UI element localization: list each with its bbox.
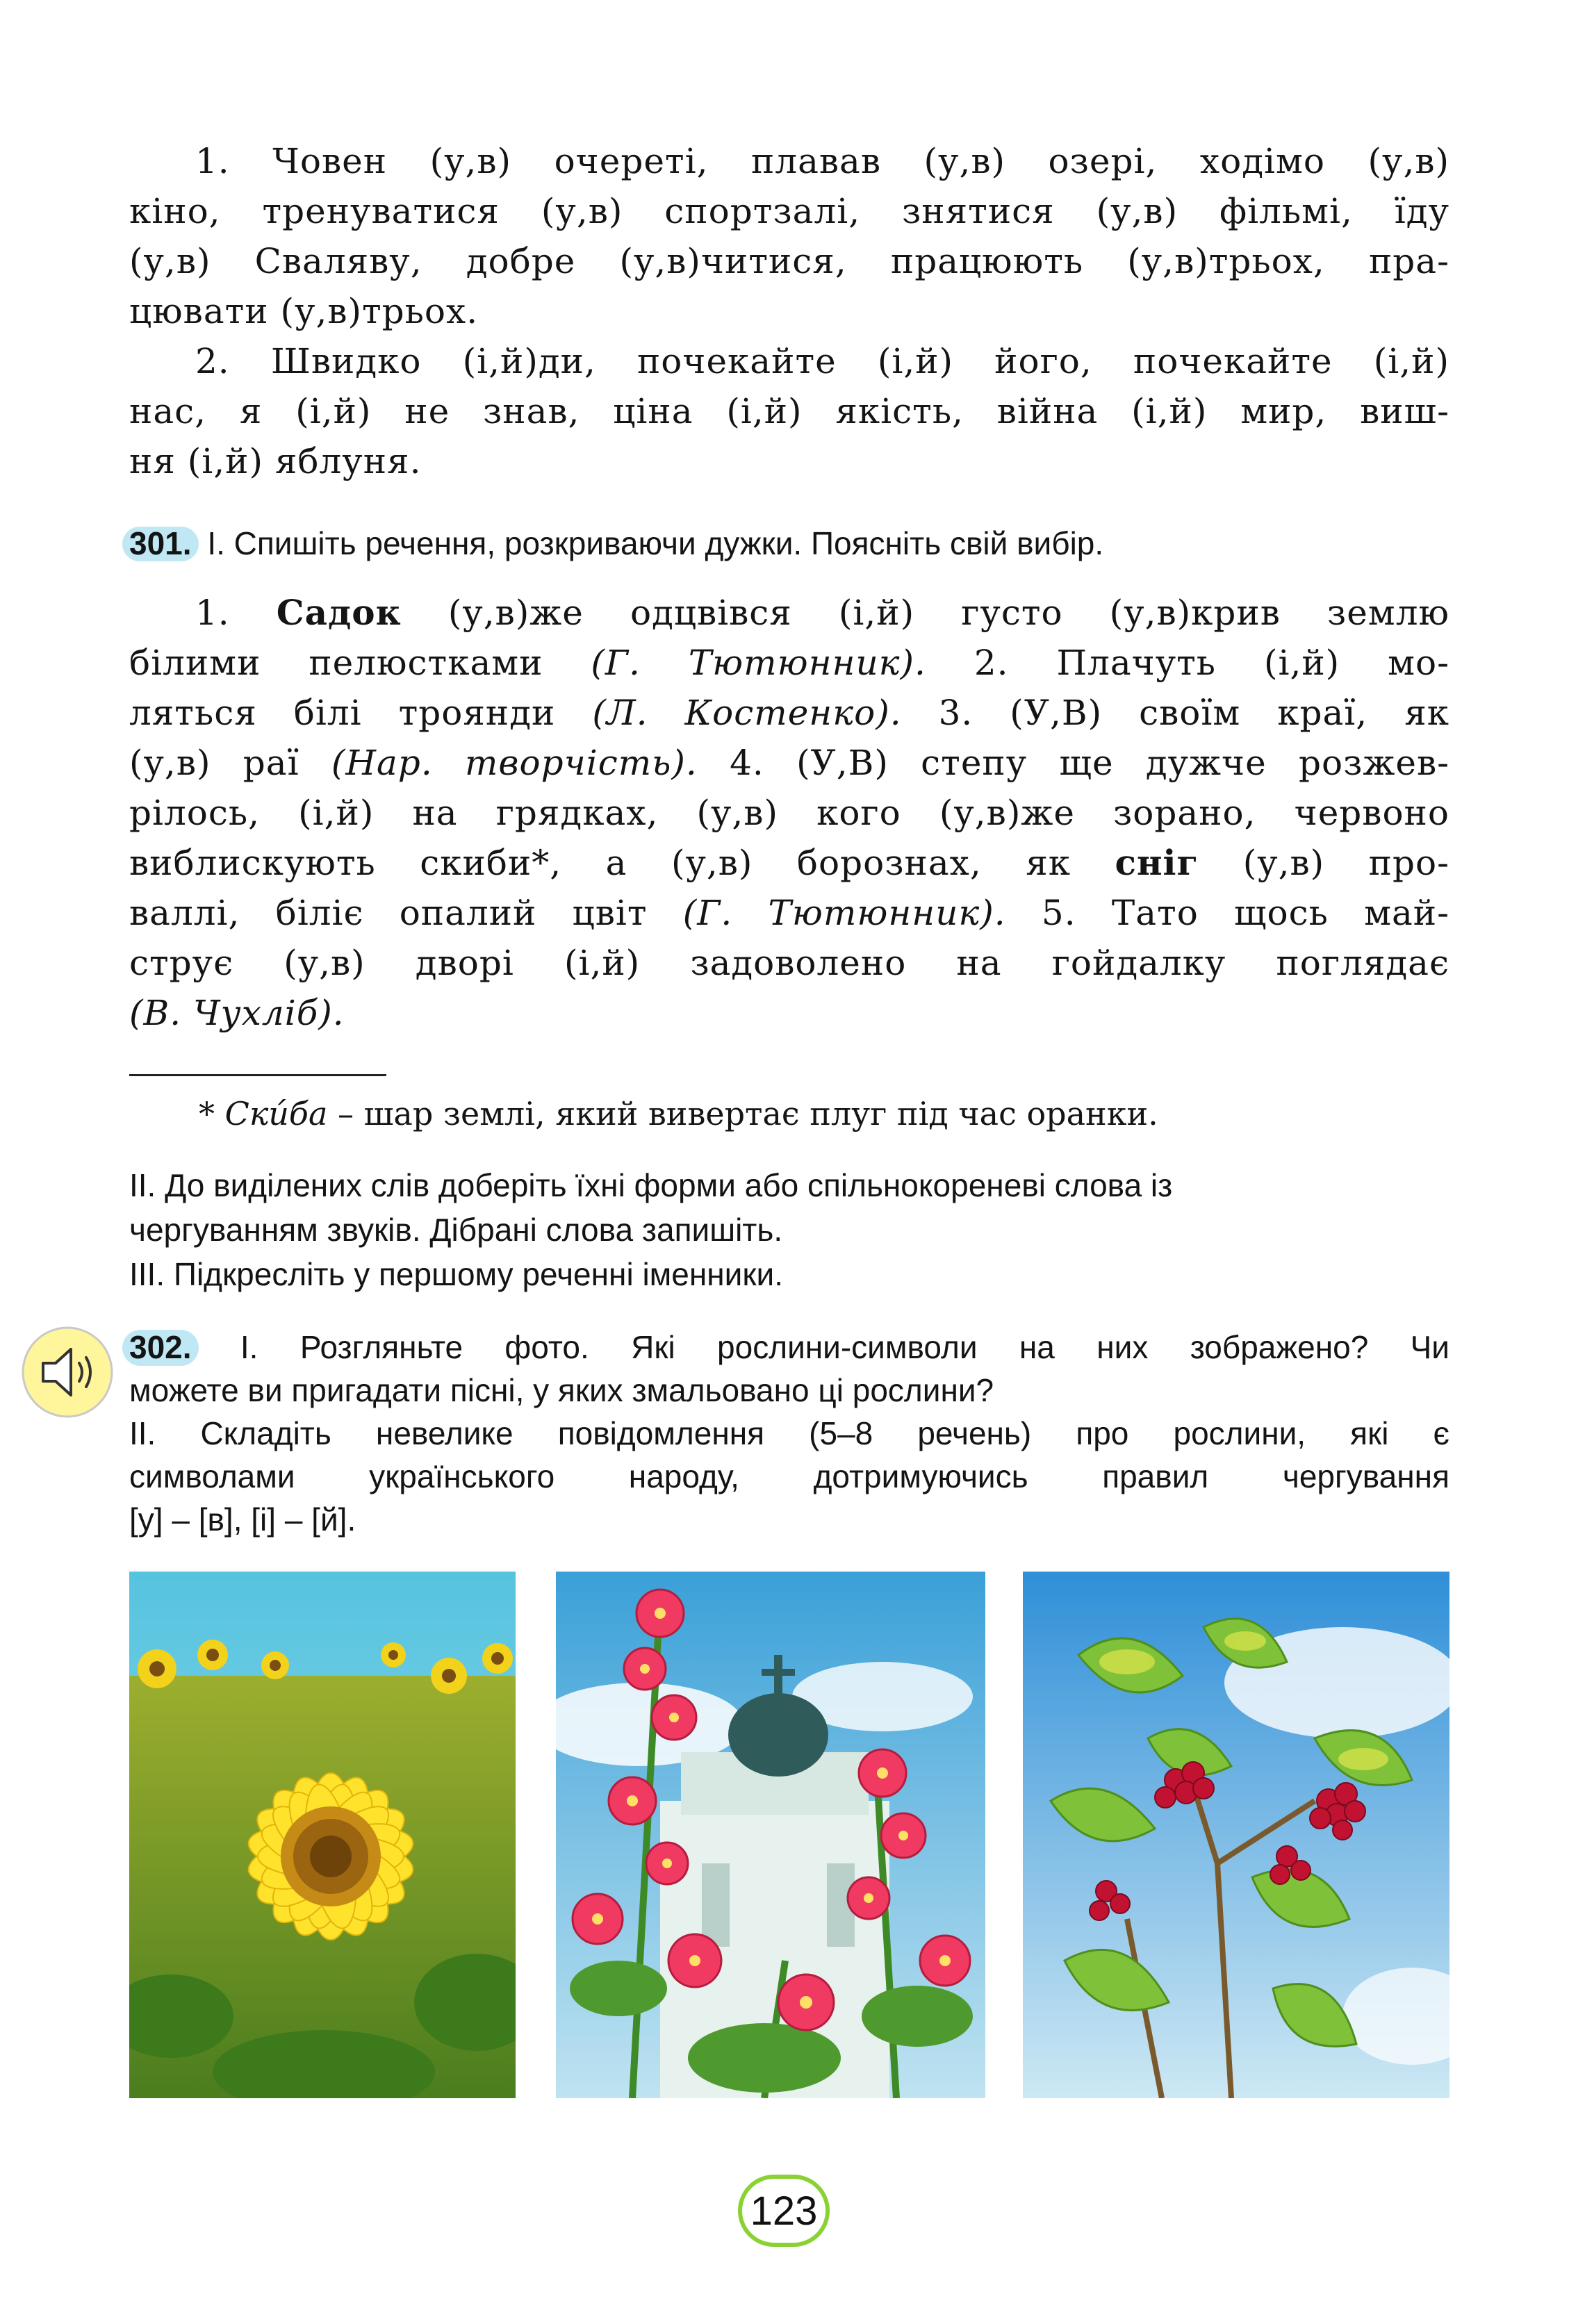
task-line: символами українського народу, дотримуючись правил чергування [129,1458,1449,1494]
text-fragment: валлі, біліє опалий цвіт [129,893,683,933]
footnote-divider [129,1074,386,1076]
exercise-302-task [129,1326,1449,1541]
task-line: ІІІ. Підкресліть у першому реченні іменники. [129,1256,783,1292]
text-fragment: 1. [195,593,277,633]
author-citation: (Г. Тютюнник). [591,643,926,683]
viburnum-photo [1023,1572,1449,2098]
exercise-301-instruction: І. Спишіть речення, розкриваючи дужки. Поясніть свій вибір. [207,525,1104,561]
text-line: 1. Човен (у,в) очереті, плавав (у,в) озері, ходімо (у,в) [195,141,1449,181]
task-line: чергуванням звуків. Дібрані слова запишіть. [129,1212,783,1248]
speaker-icon[interactable] [19,1324,115,1420]
author-citation: (Г. Тютюнник). [682,893,1006,933]
exercise-301-task [129,522,1449,564]
exercise-number-302: 302. [122,1326,199,1369]
task-line: І. Розгляньте фото. Які рослини-символи на них зображено? Чи [240,1329,1450,1365]
text-line: ня (і,й) яблуня. [129,441,422,481]
author-citation: (В. Чухліб). [129,993,345,1033]
text-line: струє (у,в) дворі (і,й) задоволено на гойдалку поглядає [129,943,1449,983]
footnote-term: Скúба [224,1095,328,1132]
text-line: (у,в) Сваляву, добре (у,в)читися, працюють (у,в)трьох, пра- [129,241,1449,281]
text-fragment: виблискують скиби*, а (у,в) борознах, як [129,843,1115,883]
text-fragment: 3. (У,В) своїм краї, як [901,693,1449,733]
task-line: ІІ. Складіть невелике повідомлення (5–8 речень) про рослини, які є [129,1415,1449,1451]
text-fragment: ляться білі троянди [129,693,593,733]
text-line: кіно, тренуватися (у,в) спортзалі, знятися (у,в) фільмі, їду [129,191,1449,231]
mallow-church-photo [556,1572,985,2098]
footnote-definition: – шар землі, який вивертає плуг під час оранки. [327,1095,1158,1132]
exercise-301-text [129,588,1449,1038]
text-fragment: 5. Тато щось май- [1005,893,1450,933]
task-line: [у] – [в], [і] – [й]. [129,1501,356,1538]
text-fragment: (у,в) про- [1199,843,1449,883]
text-fragment: 4. (У,В) степу ще дужче розжев- [697,743,1450,783]
footnote [199,1091,1158,1137]
highlighted-word: Садок [276,592,402,633]
text-fragment: білими пелюстками [129,643,591,683]
exercise-300-part-1 [129,136,1449,336]
text-fragment: (у,в) раї [129,743,331,783]
text-line: нас, я (і,й) не знав, ціна (і,й) якість, війна (і,й) мир, виш- [129,391,1449,431]
sunflower-photo [129,1572,516,2098]
author-citation: (Нар. творчість). [331,743,698,783]
text-line: рілось, (і,й) на грядках, (у,в) кого (у,в)же зорано, червоно [129,793,1449,833]
exercise-number-301: 301. [122,522,199,564]
footnote-mark: * [199,1095,225,1132]
text-fragment: 2. Плачуть (і,й) мо- [926,643,1449,683]
text-fragment: (у,в)же одцвівся (і,й) густо (у,в)крив землю [401,593,1449,633]
author-citation: (Л. Костенко). [592,693,902,733]
task-line: ІІ. До виділених слів доберіть їхні форми або спільнокореневі слова із [129,1167,1173,1203]
task-line: можете ви пригадати пісні, у яких змальовано ці рослини? [129,1372,994,1408]
text-line: цювати (у,в)трьох. [129,291,479,331]
page-number: 123 [738,2175,830,2247]
text-line: 2. Швидко (і,й)ди, почекайте (і,й) його, почекайте (і,й) [195,341,1449,381]
highlighted-word: сніг [1115,842,1199,883]
exercise-301-tasks-2-3 [129,1163,1449,1296]
exercise-300-part-2 [129,336,1449,486]
